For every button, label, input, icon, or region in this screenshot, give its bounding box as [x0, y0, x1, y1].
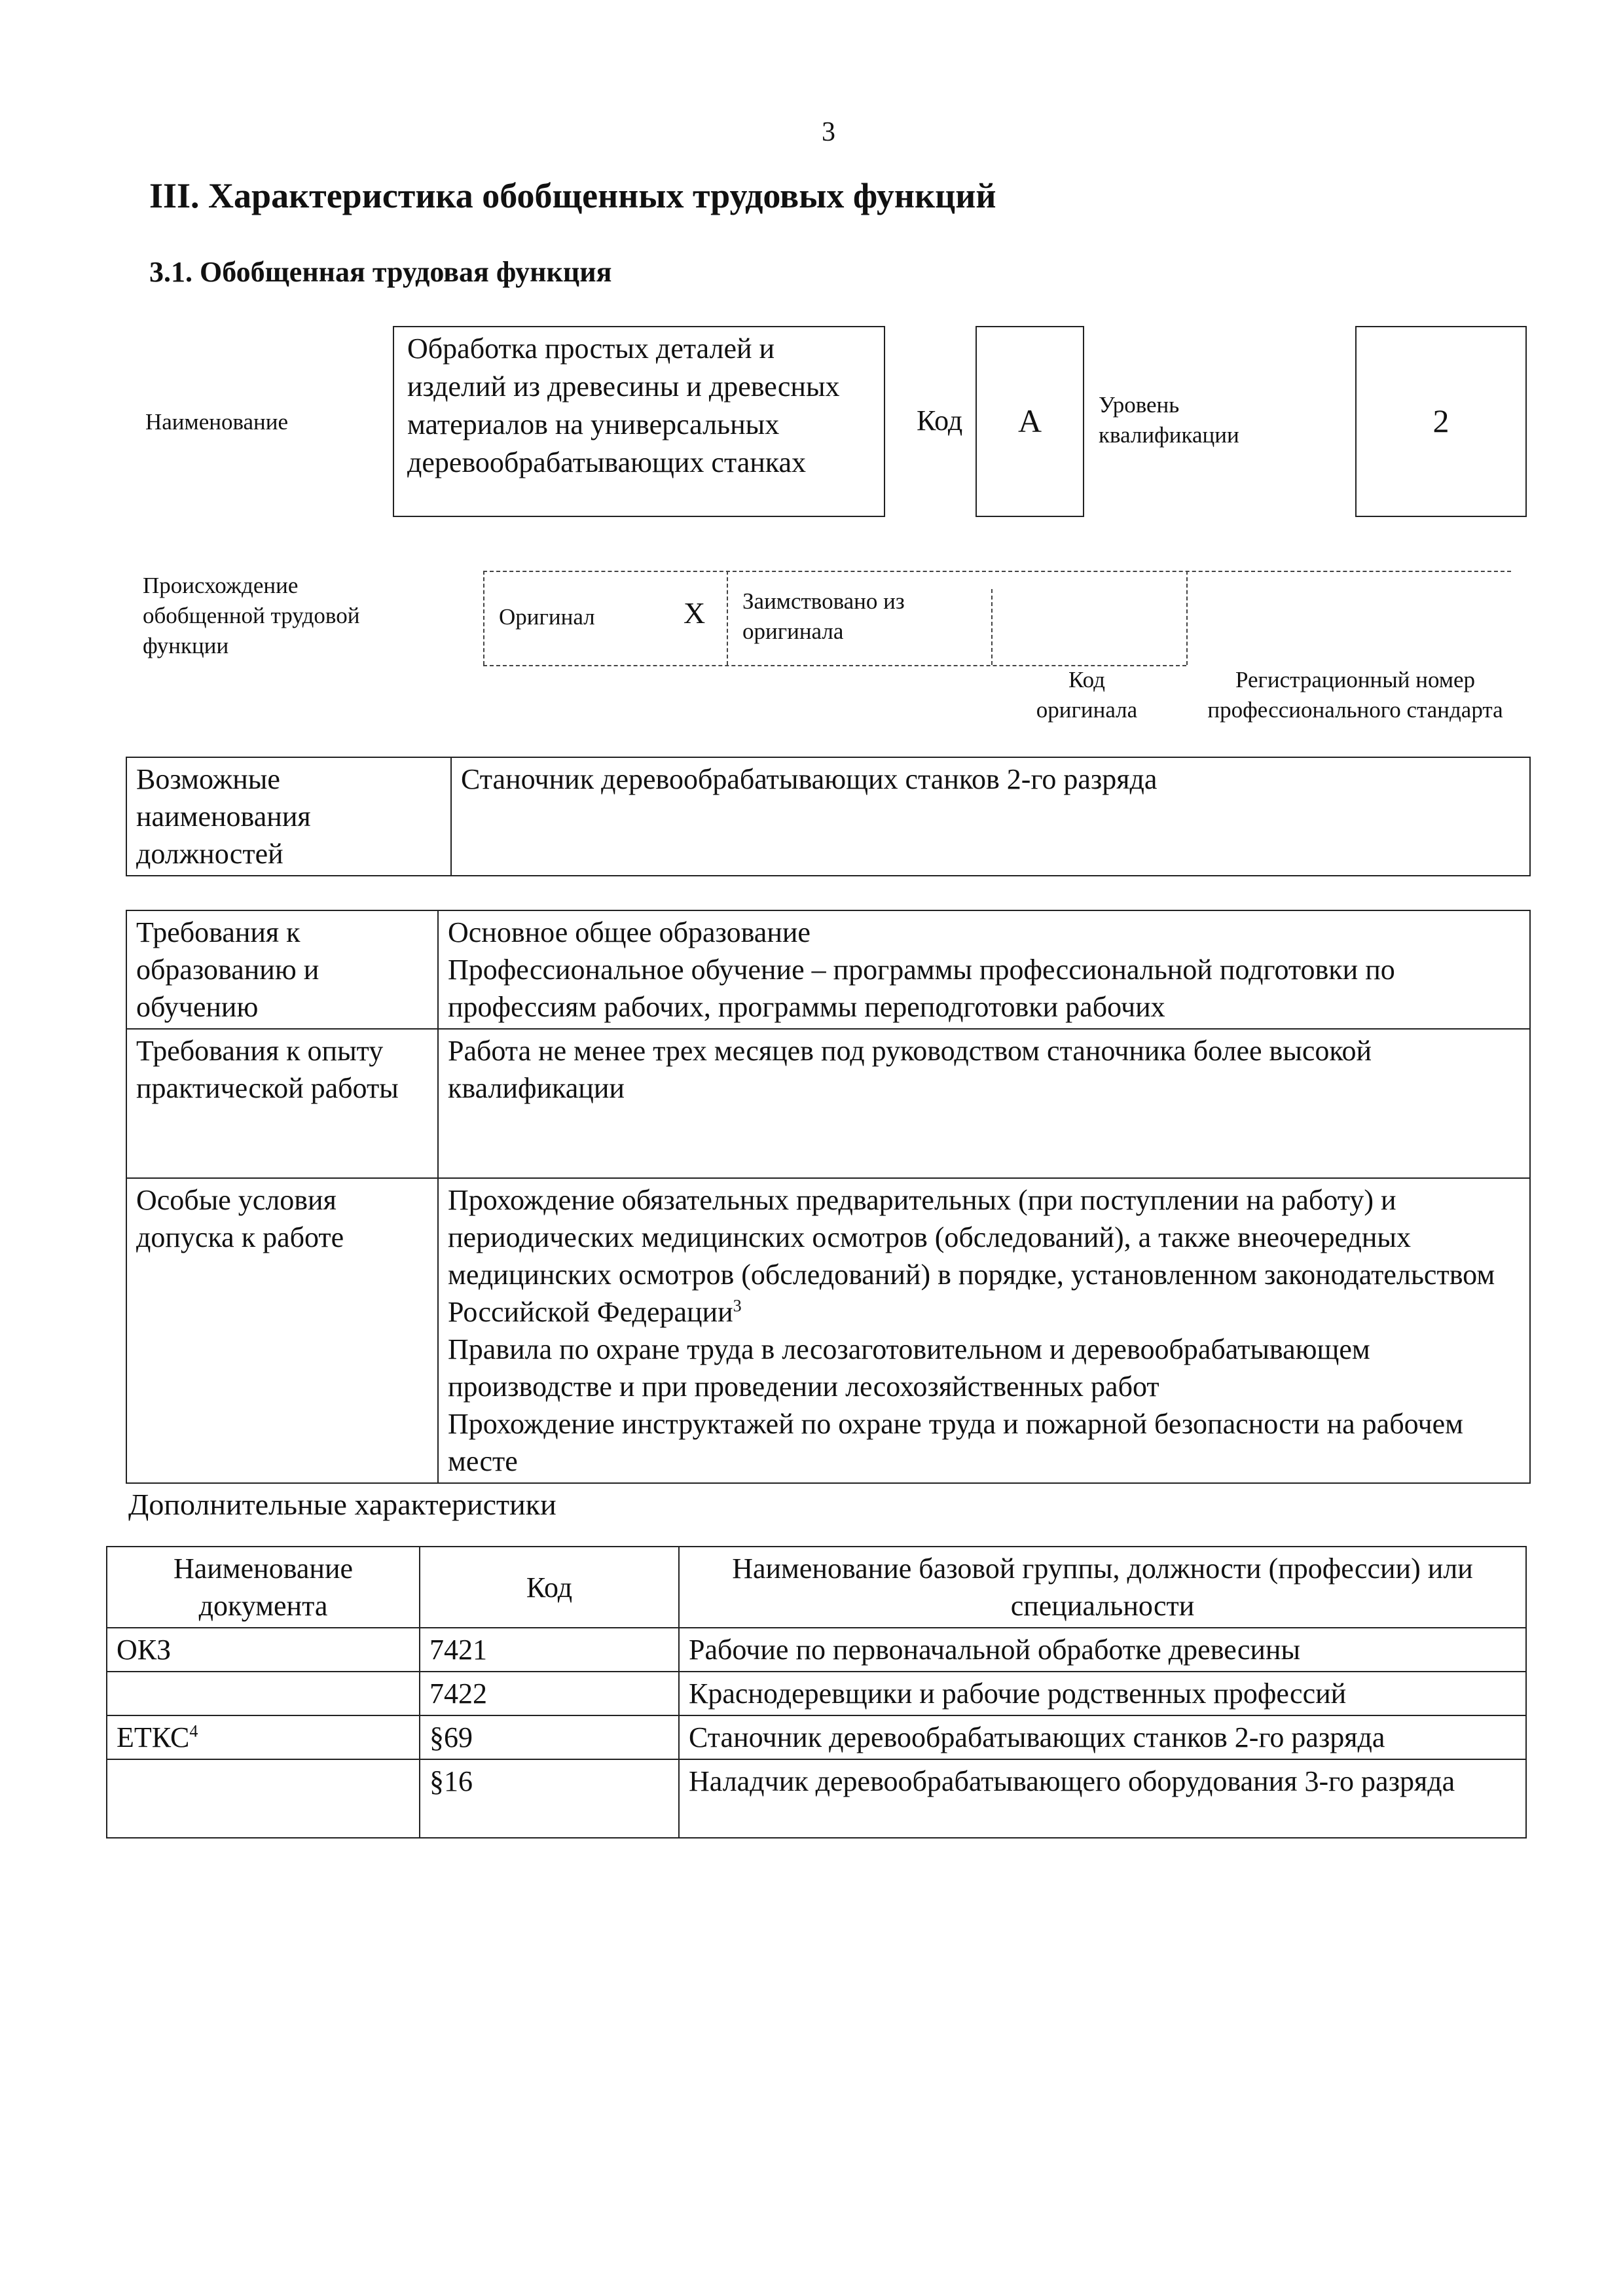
- table-row: [107, 1628, 1526, 1672]
- req-education-value: [438, 910, 1530, 1029]
- req-experience-line-1: Работа не менее трех месяцев под руководством станочника более высокой квалификации: [448, 1035, 1372, 1104]
- name-value-box: [393, 326, 885, 517]
- level-value-box: [1355, 326, 1527, 517]
- row-name: Краснодеревщики и рабочие родственных профессий: [679, 1672, 1526, 1715]
- req-special-line-1: [448, 1181, 1520, 1331]
- requirements-table: [126, 910, 1531, 1484]
- code-original-caption: Код оригинала: [1036, 667, 1138, 723]
- borrowed-label: Заимствовано из оригинала: [742, 588, 905, 644]
- name-value: Обработка простых деталей и изделий из древесины и древесных материалов на универсальных деревообрабатывающих станках: [407, 332, 840, 478]
- row-doc-text: ЕТКС: [117, 1721, 190, 1753]
- positions-table: [126, 757, 1531, 876]
- req-special-line-1-text: Прохождение обязательных предварительных (при поступлении на работу) и периодических медицинских осмотров (обследований), а также внеочередных медицинских осмотров (обследований) в порядке, установленном законодательством Российской Федерации: [448, 1184, 1495, 1328]
- header-group-name: Наименование базовой группы, должности (профессии) или специальности: [679, 1547, 1526, 1628]
- row-code: 7421: [420, 1628, 679, 1672]
- footnote-3: 3: [733, 1296, 742, 1316]
- origin-divider-2: [991, 589, 993, 665]
- positions-value: Станочник деревообрабатывающих станков 2-го разряда: [451, 757, 1530, 876]
- req-special-line-3: Прохождение инструктажей по охране труда и пожарной безопасности на рабочем месте: [448, 1408, 1463, 1477]
- origin-left-border: [483, 571, 484, 665]
- header-code: Код: [420, 1547, 679, 1628]
- req-experience-label: Требования к опыту практической работы: [126, 1029, 438, 1178]
- additional-title: Дополнительные характеристики: [128, 1488, 556, 1521]
- code-value: А: [1017, 403, 1042, 439]
- req-special-label: Особые условия допуска к работе: [126, 1178, 438, 1483]
- req-education-line-1: Основное общее образование: [448, 916, 811, 948]
- row-doc-text: ОКЗ: [117, 1634, 172, 1666]
- row-code: §16: [420, 1759, 679, 1838]
- table-row: [126, 1029, 1530, 1178]
- level-value: 2: [1432, 403, 1450, 439]
- row-name: Наладчик деревообрабатывающего оборудования 3-го разряда: [679, 1759, 1526, 1838]
- positions-label: Возможные наименования должностей: [126, 757, 451, 876]
- row-name: Станочник деревообрабатывающих станков 2-го разряда: [679, 1715, 1526, 1759]
- row-doc: [107, 1628, 420, 1672]
- subsection-title: 3.1. Обобщенная трудовая функция: [149, 256, 612, 288]
- row-name: Рабочие по первоначальной обработке древесины: [679, 1628, 1526, 1672]
- reg-number-caption: Регистрационный номер профессионального стандарта: [1207, 667, 1503, 723]
- section-title: III. Характеристика обобщенных трудовых функций: [149, 176, 996, 215]
- row-doc: [107, 1715, 420, 1759]
- table-row: [107, 1672, 1526, 1715]
- name-label: Наименование: [145, 409, 289, 435]
- original-mark: X: [684, 596, 706, 630]
- table-row: [107, 1759, 1526, 1838]
- row-doc: [107, 1759, 420, 1838]
- row-code: 7422: [420, 1672, 679, 1715]
- table-header-row: [107, 1547, 1526, 1628]
- origin-label: Происхождение обобщенной трудовой функции: [143, 573, 360, 658]
- level-label: Уровень квалификации: [1099, 392, 1239, 448]
- original-label: Оригинал: [499, 604, 595, 630]
- page-number: 3: [822, 117, 835, 147]
- origin-divider-1: [727, 571, 728, 665]
- table-row: [126, 910, 1530, 1029]
- req-special-value: [438, 1178, 1530, 1483]
- row-code: §69: [420, 1715, 679, 1759]
- row-doc: [107, 1672, 420, 1715]
- table-row: [126, 1178, 1530, 1483]
- header-document: Наименование документа: [107, 1547, 420, 1628]
- origin-divider-3: [1186, 571, 1188, 665]
- code-label: Код: [917, 404, 963, 437]
- footnote-4: 4: [189, 1721, 198, 1741]
- table-row: [107, 1715, 1526, 1759]
- code-value-box: [976, 326, 1084, 517]
- req-special-line-2: Правила по охране труда в лесозаготовительном и деревообрабатывающем производстве и при проведении лесохозяйственных работ: [448, 1333, 1370, 1403]
- additional-table: [106, 1546, 1527, 1839]
- req-education-label: Требования к образованию и обучению: [126, 910, 438, 1029]
- origin-top-border: [483, 571, 1511, 572]
- req-education-line-2: Профессиональное обучение – программы профессиональной подготовки по профессиям рабочих, программы переподготовки рабочих: [448, 954, 1395, 1023]
- req-experience-value: [438, 1029, 1530, 1178]
